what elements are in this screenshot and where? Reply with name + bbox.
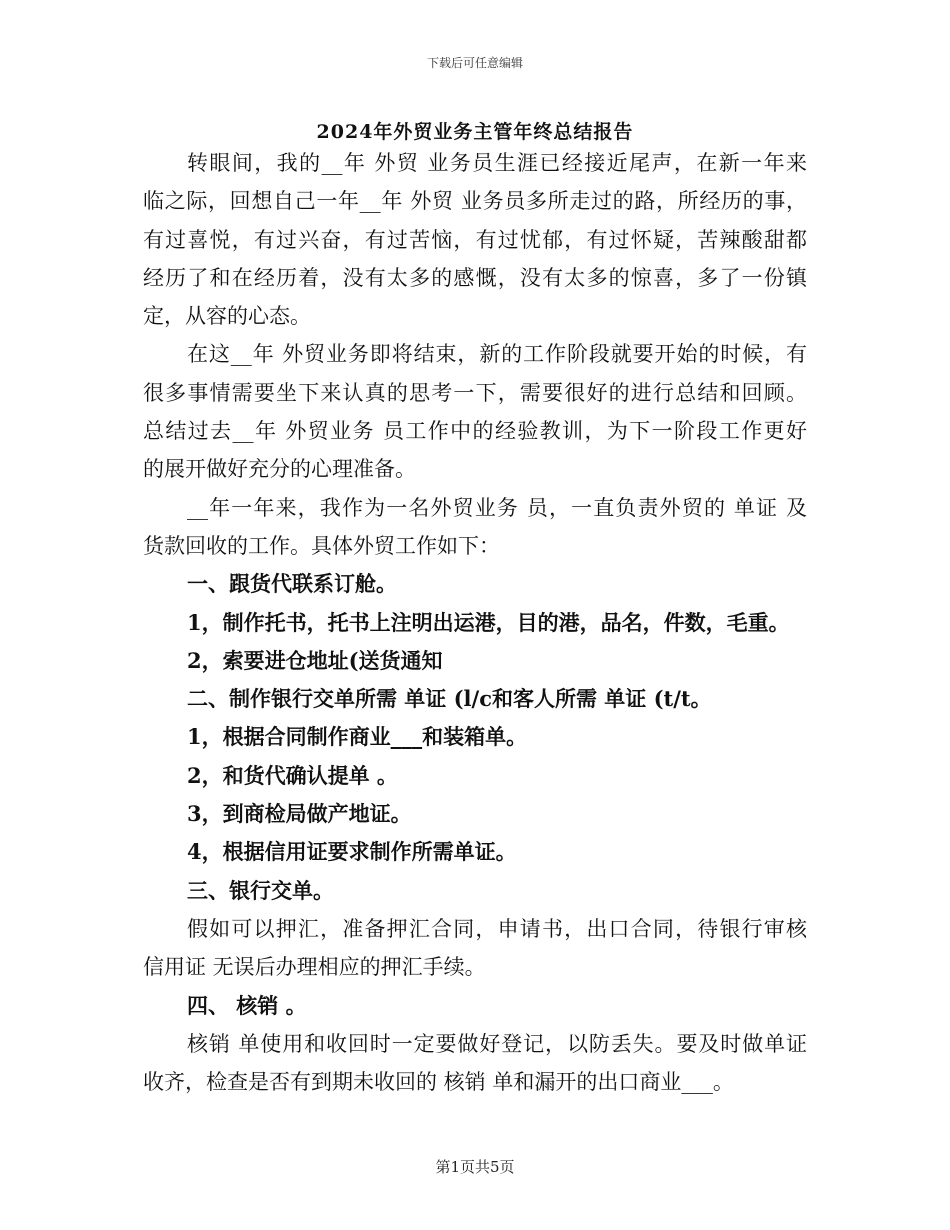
list-item: 4，根据信用证要求制作所需单证。 xyxy=(187,839,517,865)
paragraph-line: 转眼间，我的__年 外贸 业务员生涯已经接近尾声，在新一年来 xyxy=(187,151,807,175)
section-heading: 一、跟货代联系订舱。 xyxy=(187,571,397,597)
paragraph-line: 货款回收的工作。具体外贸工作如下： xyxy=(143,533,500,558)
section-heading: 四、 核销 。 xyxy=(187,992,307,1018)
list-item: 2，索要进仓地址(送货通知 xyxy=(187,647,443,673)
paragraph-line: 很多事情需要坐下来认真的思考一下，需要很好的进行总结和回顾。 xyxy=(143,380,807,405)
document-body xyxy=(143,144,807,1101)
paragraph-line: 总结过去__年 外贸业务 员工作中的经验教训，为下一阶段工作更好 xyxy=(143,419,807,444)
paragraph-line: 的展开做好充分的心理准备。 xyxy=(143,457,416,482)
page-header-note: 下载后可任意编辑 xyxy=(426,56,523,70)
paragraph-line: 有过喜悦，有过兴奋，有过苦恼，有过忧郁，有过怀疑，苦辣酸甜都 xyxy=(143,227,807,252)
paragraph-line: 核销 单使用和收回时一定要做好登记，以防丢失。要及时做单证 xyxy=(187,1031,807,1056)
paragraph-line: 定，从容的心态。 xyxy=(143,304,311,329)
paragraph-line: 临之际，回想自己一年__年 外贸 业务员多所走过的路，所经历的事， xyxy=(143,189,807,214)
page-number-footer: 第1页共5页 xyxy=(435,1158,515,1176)
section-heading: 三、银行交单。 xyxy=(187,877,334,903)
paragraph-line: 收齐，检查是否有到期未收回的 核销 单和漏开的出口商业___。 xyxy=(143,1070,734,1095)
document-title: 2024年外贸业务主管年终总结报告 xyxy=(316,121,634,143)
section-heading: 二、制作银行交单所需 单证 (l/c和客人所需 单证 (t/t。 xyxy=(187,686,712,712)
list-item: 3，到商检局做产地证。 xyxy=(187,801,412,827)
paragraph-line: 在这__年 外贸业务即将结束，新的工作阶段就要开始的时候，有 xyxy=(187,342,807,367)
list-item: 1，制作托书，托书上注明出运港，目的港，品名，件数，毛重。 xyxy=(187,609,790,635)
list-item: 1，根据合同制作商业___和装箱单。 xyxy=(187,724,528,750)
paragraph-line: 信用证 无误后办理相应的押汇手续。 xyxy=(143,955,486,980)
paragraph-line: 假如可以押汇，准备押汇合同，申请书，出口合同，待银行审核 xyxy=(187,916,807,941)
paragraph-line: __年一年来，我作为一名外贸业务 员，一直负责外贸的 单证 及 xyxy=(187,495,807,520)
paragraph-line: 经历了和在经历着，没有太多的感慨，没有太多的惊喜，多了一份镇 xyxy=(143,265,807,290)
list-item: 2，和货代确认提单 。 xyxy=(187,762,398,788)
